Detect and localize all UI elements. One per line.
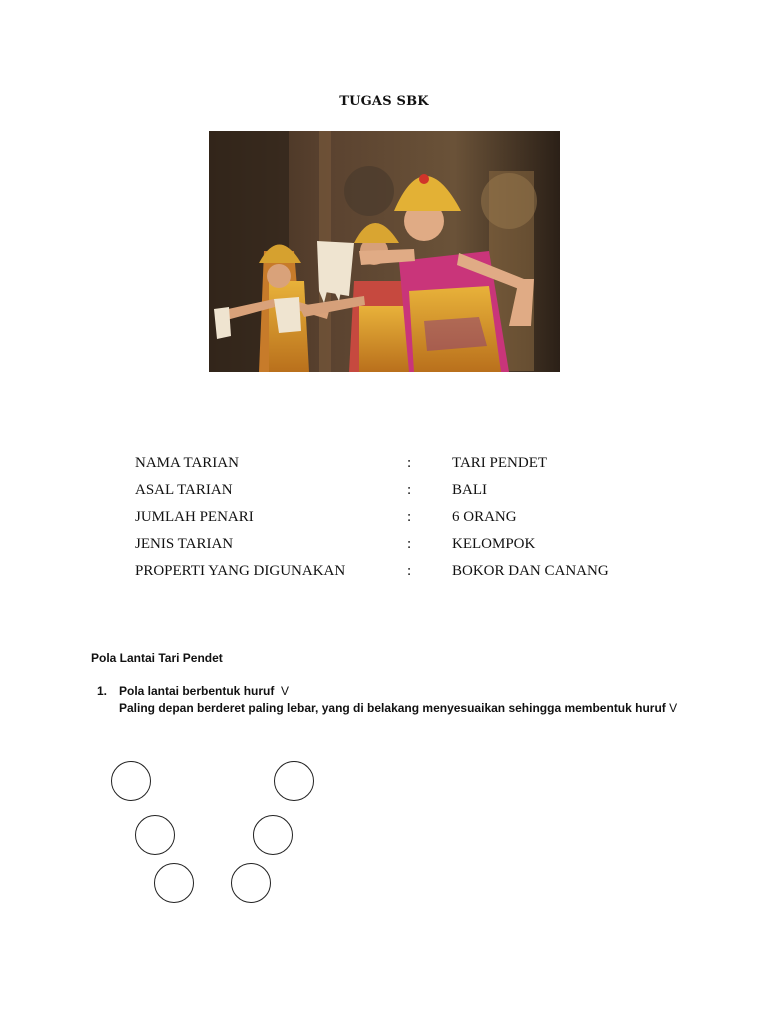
- list-item-heading: [119, 684, 289, 698]
- list-item-number: 1.: [97, 684, 108, 698]
- list-item-description: [119, 701, 677, 715]
- section-title: Pola Lantai Tari Pendet: [91, 651, 223, 665]
- info-row-properti: [135, 563, 695, 583]
- info-colon: :: [407, 509, 412, 525]
- info-label: PROPERTI YANG DIGUNAKAN: [135, 563, 346, 579]
- info-row-jumlah-penari: [135, 509, 695, 529]
- heading-letter: V: [281, 684, 290, 698]
- dancer-position-circle: [111, 761, 151, 801]
- balinese-dancers-photo-icon: [209, 131, 560, 372]
- heading-text: Pola lantai berbentuk huruf: [119, 684, 275, 698]
- dancer-position-circle: [135, 815, 175, 855]
- info-colon: :: [407, 482, 412, 498]
- dancer-position-circle: [154, 863, 194, 903]
- info-row-nama-tarian: [135, 455, 695, 475]
- description-text: Paling depan berderet paling lebar, yang di belakang menyesuaikan sehingga membentuk huruf: [119, 701, 666, 715]
- info-label: ASAL TARIAN: [135, 482, 233, 498]
- info-value: 6 ORANG: [452, 509, 517, 525]
- dancer-position-circle: [274, 761, 314, 801]
- info-value: BALI: [452, 482, 487, 498]
- dance-photo: [209, 131, 560, 372]
- info-label: JUMLAH PENARI: [135, 509, 254, 525]
- page-title: TUGAS SBK: [339, 94, 429, 109]
- info-colon: :: [407, 536, 412, 552]
- info-value: BOKOR DAN CANANG: [452, 563, 609, 579]
- info-label: NAMA TARIAN: [135, 455, 239, 471]
- dancer-position-circle: [231, 863, 271, 903]
- info-colon: :: [407, 455, 412, 471]
- info-colon: :: [407, 563, 412, 579]
- info-value: TARI PENDET: [452, 455, 548, 471]
- info-row-asal-tarian: [135, 482, 695, 502]
- info-value: KELOMPOK: [452, 536, 536, 552]
- info-row-jenis-tarian: [135, 536, 695, 556]
- dancer-position-circle: [253, 815, 293, 855]
- description-letter: V: [669, 701, 678, 715]
- info-label: JENIS TARIAN: [135, 536, 234, 552]
